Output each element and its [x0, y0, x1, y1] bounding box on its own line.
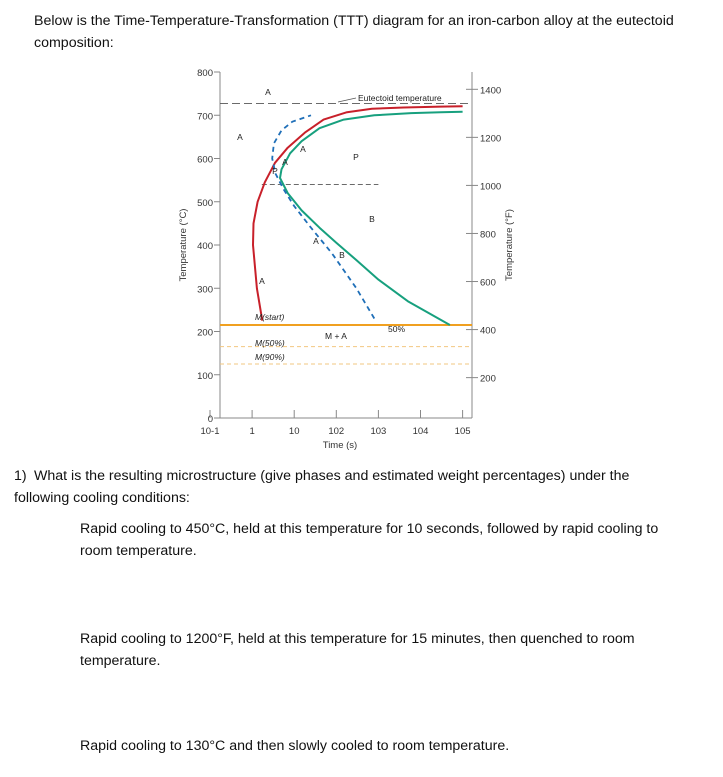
x-tick-label: 1: [249, 426, 255, 437]
y2-tick-label: 600: [480, 277, 496, 289]
question-number: 1): [14, 468, 27, 484]
x-tick-label: 10-1: [200, 426, 220, 437]
y2-axis-title: Temperature (°F): [504, 209, 515, 281]
question-1: [14, 465, 674, 509]
y-tick-label: 600: [197, 154, 213, 166]
y-tick-label: 400: [197, 241, 213, 252]
y-tick-label: 700: [197, 111, 213, 123]
annotation-label: M + A: [325, 331, 347, 341]
annotation-label: A: [282, 157, 288, 167]
annotation-label: M(90%): [255, 352, 285, 362]
y-tick-label: 500: [197, 197, 213, 209]
annotation-label: B: [369, 214, 375, 224]
y2-tick-label: 400: [480, 325, 496, 337]
y-tick-label: 0: [207, 414, 213, 425]
annotation-label: A: [265, 87, 271, 97]
curve-start: [253, 106, 463, 321]
annotation-label: M(start): [255, 312, 285, 322]
annotation-label: B: [339, 250, 345, 260]
x-tick-label: 104: [412, 426, 429, 437]
y2-tick-label: 200: [480, 373, 496, 385]
annotation-label: 50%: [388, 324, 406, 334]
intro-text: Below is the Time-Temperature-Transformation (TTT) diagram for an iron-carbon alloy at the eutectoid composition:: [34, 13, 674, 51]
condition-1: Rapid cooling to 450°C, held at this temperature for 10 seconds, followed by rapid cooling to room temperature.: [80, 521, 659, 559]
y2-tick-label: 1000: [480, 181, 502, 193]
y2-tick-label: 800: [480, 229, 496, 241]
annotation-label: M(50%): [255, 338, 285, 348]
y-axis-title: Temperature (°C): [178, 208, 189, 282]
y2-tick-label: 1200: [480, 133, 502, 145]
x-tick-label: 102: [328, 426, 345, 437]
y2-tick-label: 1400: [480, 85, 502, 97]
x-tick-label: 103: [370, 426, 387, 437]
x-tick-label: 105: [454, 426, 471, 437]
y-tick-label: 300: [197, 284, 213, 296]
annotation-label: A: [300, 144, 306, 154]
x-tick-label: 10: [288, 426, 300, 437]
annotation-label: A: [237, 132, 243, 142]
annotation-label: A: [259, 276, 265, 286]
y-tick-label: 100: [197, 370, 213, 382]
y-tick-label: 200: [197, 327, 213, 339]
eutectoid-leader: [338, 98, 356, 102]
y-tick-label: 800: [197, 68, 213, 79]
condition-3: Rapid cooling to 130°C and then slowly cooled to room temperature.: [80, 738, 510, 754]
annotation-label: Eutectoid temperature: [358, 93, 442, 103]
annotation-label: P: [272, 166, 278, 176]
question-text: What is the resulting microstructure (give phases and estimated weight percentages) under the following cooling conditions:: [14, 468, 630, 506]
x-axis-title: Time (s): [322, 440, 358, 451]
annotation-label: A: [313, 236, 319, 246]
curve-50pct: [272, 115, 374, 318]
annotation-label: P: [353, 152, 359, 162]
condition-2: Rapid cooling to 1200°F, held at this temperature for 15 minutes, then quenched to room temperature.: [80, 631, 635, 669]
